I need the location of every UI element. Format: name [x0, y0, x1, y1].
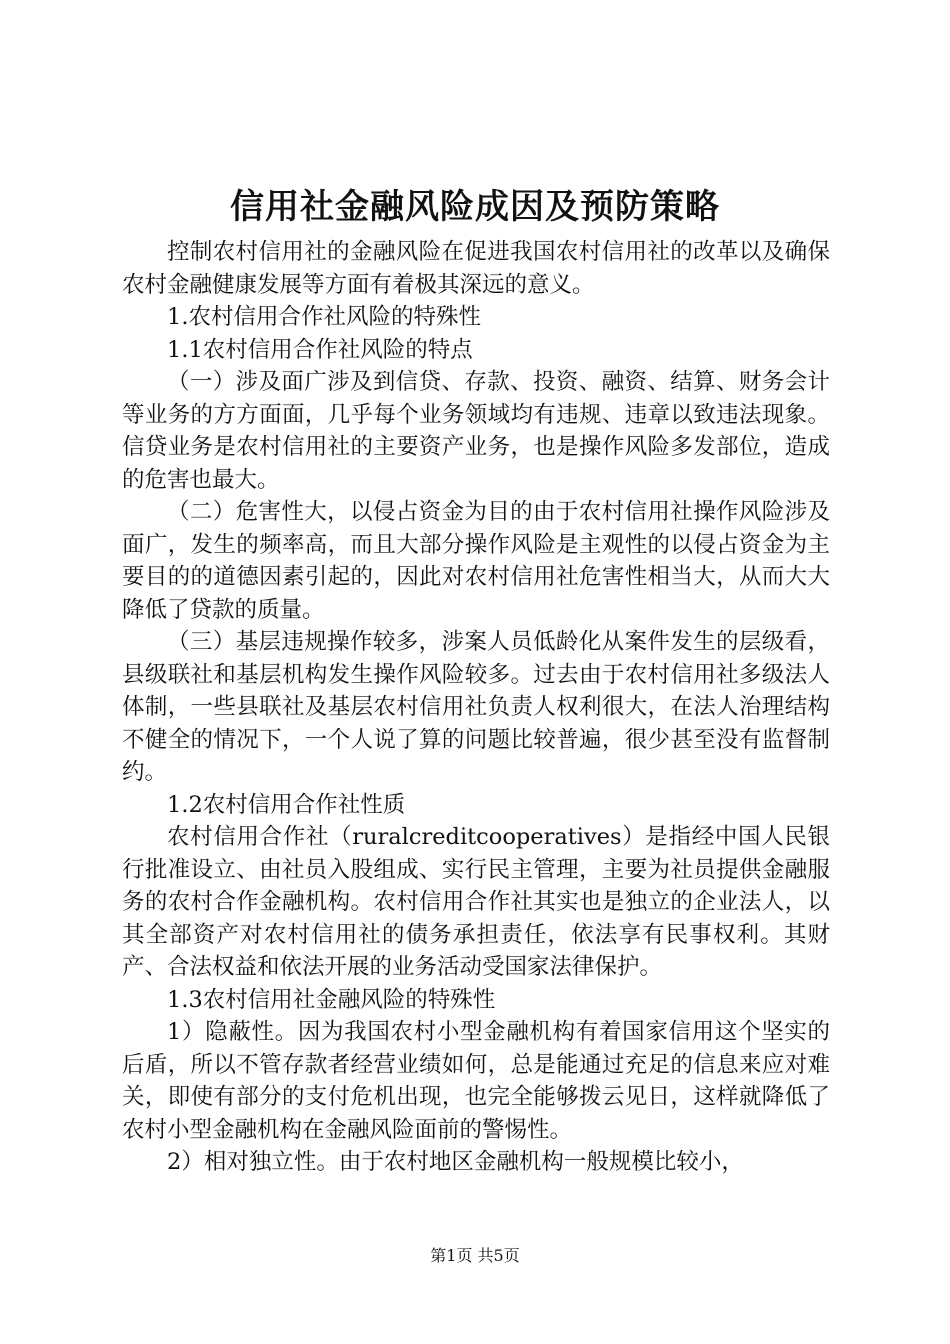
- paragraph: （三）基层违规操作较多，涉案人员低龄化从案件发生的层级看，县级联社和基层机构发生操作风险较多。过去由于农村信用社多级法人体制，一些县联社及基层农村信用社负责人权利很大，在法人治理结构不健全的情况下，一个人说了算的问题比较普遍，很少甚至没有监督制约。: [122, 629, 830, 785]
- page-number-footer: 第1页 共5页: [430, 1246, 520, 1265]
- subsection-heading: 1.1农村信用合作社风险的特点: [167, 336, 473, 363]
- paragraph: （二）危害性大，以侵占资金为目的由于农村信用社操作风险涉及面广，发生的频率高，而且大部分操作风险是主观性的以侵占资金为主要目的的道德因素引起的，因此对农村信用社危害性相当大，从而大大降低了贷款的质量。: [122, 499, 830, 623]
- paragraph: 农村信用合作社（ruralcreditcooperatives）是指经中国人民银行批准设立、由社员入股组成、实行民主管理，主要为社员提供金融服务的农村合作金融机构。农村信用合作社其实也是独立的企业法人，以其全部资产对农村信用社的债务承担责任，依法享有民事权利。其财产、合法权益和依法开展的业务活动受国家法律保护。: [122, 824, 830, 980]
- section-heading: 1.农村信用合作社风险的特殊性: [167, 304, 481, 330]
- subsection-heading: 1.3农村信用社金融风险的特殊性: [167, 986, 496, 1013]
- paragraph: 2）相对独立性。由于农村地区金融机构一般规模比较小，: [167, 1149, 744, 1175]
- paragraph: 控制农村信用社的金融风险在促进我国农村信用社的改革以及确保农村金融健康发展等方面有着极其深远的意义。: [122, 239, 830, 298]
- document-title: 信用社金融风险成因及预防策略: [230, 187, 720, 227]
- paragraph: 1）隐蔽性。因为我国农村小型金融机构有着国家信用这个坚实的后盾，所以不管存款者经营业绩如何，总是能通过充足的信息来应对难关，即使有部分的支付危机出现，也完全能够拨云见日，这样就降低了农村小型金融机构在金融风险面前的警惕性。: [122, 1019, 830, 1143]
- subsection-heading: 1.2农村信用合作社性质: [167, 791, 406, 818]
- paragraph: （一）涉及面广涉及到信贷、存款、投资、融资、结算、财务会计等业务的方方面面，几乎每个业务领域均有违规、违章以致违法现象。信贷业务是农村信用社的主要资产业务，也是操作风险多发部位，造成的危害也最大。: [122, 369, 830, 493]
- document-body: [122, 236, 830, 1179]
